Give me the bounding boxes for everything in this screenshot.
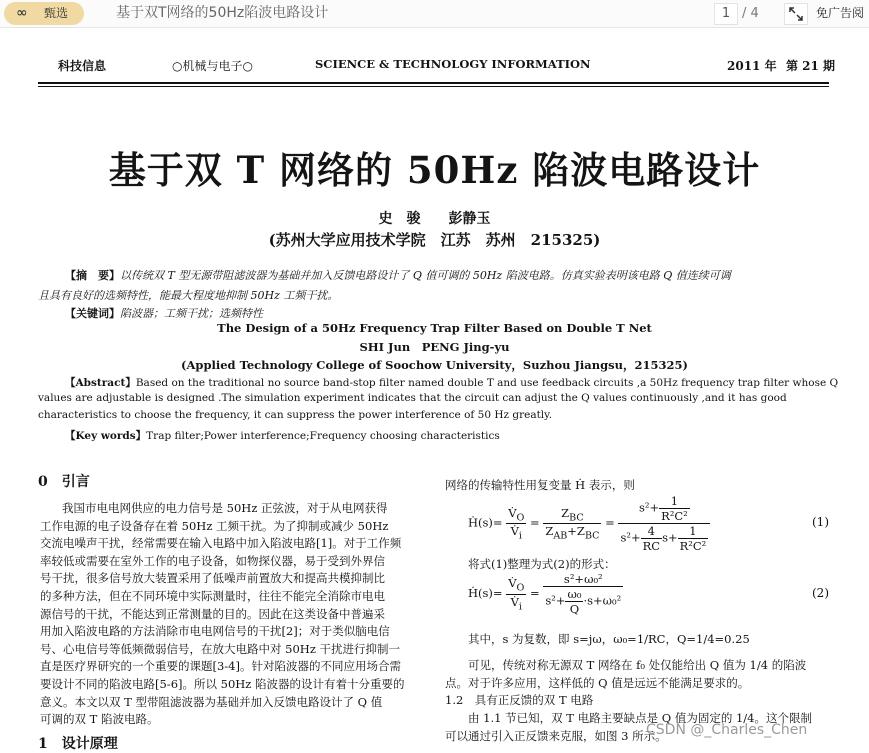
cn-abstract-line-1 (65, 267, 731, 283)
section-heading-design: 1 设计原理 (38, 736, 118, 752)
paper-authors: 史 骏 彭静玉 (378, 211, 491, 227)
section-heading-intro: 0 引言 (38, 474, 90, 490)
en-abstract-text-1: Based on the traditional no source band-stop filter named double T and use feedback circuits ,a 50Hz frequency trap filter whose Q (135, 377, 839, 389)
intro-line: 要设计不同的陷波电路[5-6]。所以 50Hz 陷波器的设计有着十分重要的 (40, 677, 405, 691)
cn-abstract-label: 【摘 要】 (65, 269, 120, 282)
journal-year: 2011 年 (727, 59, 777, 73)
eq1-number: (1) (812, 515, 829, 529)
fullscreen-button[interactable] (784, 3, 808, 25)
header-rule (38, 82, 829, 84)
en-affiliation: (Applied Technology College of Soochow University，Suzhou Jiangsu，215325) (181, 358, 688, 372)
equation-1: Ḣ(s)= $\frac{V̇_O}{V̇_i}$ = $\frac{Z_{BC}}{Z_{AB}+Z_{BC}}$ = s²+ $\frac{1}{\text{R²C²}}$ s²+ $\frac{4}{RC}$ s+ $\frac{1}{\text{R²C²}}$ (468, 494, 710, 553)
cn-abstract-line-2: 且具有良好的选频特性，能最大程度地抑制 50Hz 工频干扰。 (38, 289, 339, 302)
journal-column: ○机械与电子○ (172, 59, 253, 73)
intro-line: 源信号的干扰，不能达到正常测量的目的。因此在这类设备中普遍采 (40, 606, 385, 621)
rc-transition: 将式(1)整理为式(2)的形式： (468, 557, 616, 571)
intro-line: 率较低或需要在室外工作的电子设备，如物探仪器，易于受到外界信 (40, 553, 385, 568)
en-keywords-label: 【Key words】 (65, 430, 147, 442)
rc-para-2: 点。对于许多应用，这样低的 Q 值是远远不能满足要求的。 (445, 676, 750, 690)
rc-where: 其中，s 为复数，即 s=jω，ω₀=1/RC，Q=1/4=0.25 (468, 632, 750, 646)
cn-keywords-label: 【关键词】 (65, 307, 120, 320)
en-abstract-line-2: values are adjustable is designed .The simulation experiment indicates that the circuit can adjust the Q values continuously ,and it has good (38, 392, 787, 404)
csdn-watermark: CSDN @_Charles_Chen (646, 722, 808, 738)
eq2-number: (2) (812, 586, 829, 600)
intro-line: 可调的双 T 陷波电路。 (40, 712, 159, 727)
journal-name: SCIENCE & TECHNOLOGY INFORMATION (315, 57, 591, 71)
eq1-lhs: Ḣ(s)= (468, 515, 503, 530)
paper-affiliation: (苏州大学应用技术学院 江苏 苏州 215325) (268, 231, 601, 249)
featured-tag[interactable] (4, 2, 84, 25)
intro-line: 我国市电电网供应的电力信号是 50Hz 正弦波，对于从电网获得 (62, 501, 388, 515)
en-abstract-line-3: characteristics to choose the frequency, it can suppress the power interference of 50 Hz greatly. (38, 409, 553, 421)
infinity-icon: ∞ (16, 5, 28, 21)
rc-subheading: 1.2 具有正反馈的双 T 电路 (445, 693, 594, 707)
en-title: The Design of a 50Hz Frequency Trap Filter Based on Double T Net (217, 321, 652, 335)
en-authors: SHI Jun PENG Jing-yu (359, 340, 510, 354)
journal-issue: 第 21 期 (786, 59, 836, 73)
en-keywords-text: Trap filter;Power interference;Frequency choosing characteristics (146, 430, 500, 442)
ad-free-read-button[interactable]: 免广告阅 (816, 6, 865, 20)
header-rule-thin (38, 86, 829, 87)
intro-line: 号、心电信号等低频微弱信号，在放大电路中对 50Hz 干扰进行抑制一 (40, 641, 401, 656)
journal-section: 科技信息 (58, 59, 107, 73)
cn-abstract-text-1: 以传统双 T 型无源带阻滤波器为基础并加入反馈电路设计了 Q 值可调的 50Hz 陷波电路。仿真实验表明该电路 Q 值连续可调 (120, 269, 731, 282)
cn-keywords (65, 305, 263, 321)
page-total: / 4 (742, 6, 759, 21)
cn-keywords-text: 陷波器；工频干扰；选频特性 (120, 307, 263, 320)
rc-para-1: 可见，传统对称无源双 T 网络在 f₀ 处仅能给出 Q 值为 1/4 的陷波 (468, 658, 807, 672)
document-title: 基于双T网络的50Hz陷波电路设计 (116, 5, 329, 21)
paper-title: 基于双 T 网络的 50Hz 陷波电路设计 (108, 148, 761, 192)
featured-tag-label: 甄选 (44, 6, 69, 20)
rc-intro: 网络的传输特性用复变量 Ḣ 表示，则 (445, 478, 635, 492)
intro-line: 交流电噪声干扰，经常需要在输入电路中加入陷波电路[1]。对于工作频 (40, 536, 402, 551)
page-number-input[interactable]: 1 (714, 3, 738, 25)
en-abstract-line-1 (65, 375, 838, 390)
eq2-lhs: Ḣ(s)= (468, 586, 503, 600)
rc-para-3: 由 1.1 节已知，双 T 电路主要缺点是 Q 值为固定的 1/4。这个限制 (468, 711, 812, 725)
intro-line: 的多种方法，但在不同环境中实际测量时，往往不能完全消除市电电 (40, 589, 385, 603)
intro-line: 意义。本文以双 T 型带阻滤波器为基础并加入反馈电路设计了 Q 值 (40, 694, 383, 709)
intro-line: 直是医疗界研究的一个重要的课题[3-4]。针对陷波器的不同应用场合需 (40, 659, 401, 674)
en-abstract-label: 【Abstract】 (65, 377, 136, 389)
intro-line: 号干扰，很多信号放大装置采用了低噪声前置放大和提高共模抑制比 (40, 571, 385, 586)
viewer-toolbar (0, 0, 869, 28)
rc-para-4: 可以通过引入正反馈来克服，如图 3 所示。 (445, 729, 667, 743)
en-keywords (65, 428, 500, 443)
intro-line: 用加入陷波电路的方法消除市电电网信号的干扰[2]；对于类似脑电信 (40, 624, 390, 639)
expand-icon (788, 6, 804, 22)
equation-2: Ḣ(s)= $\frac{V̇_O}{V̇_i}$ = s²+ω₀² s²+ $\frac{\text{ω₀}}{Q}$ ·s+ω₀² (468, 572, 622, 616)
intro-line: 工作电源的电子设备存在着 50Hz 工频干扰。为了抑制或减少 50Hz (40, 518, 389, 533)
